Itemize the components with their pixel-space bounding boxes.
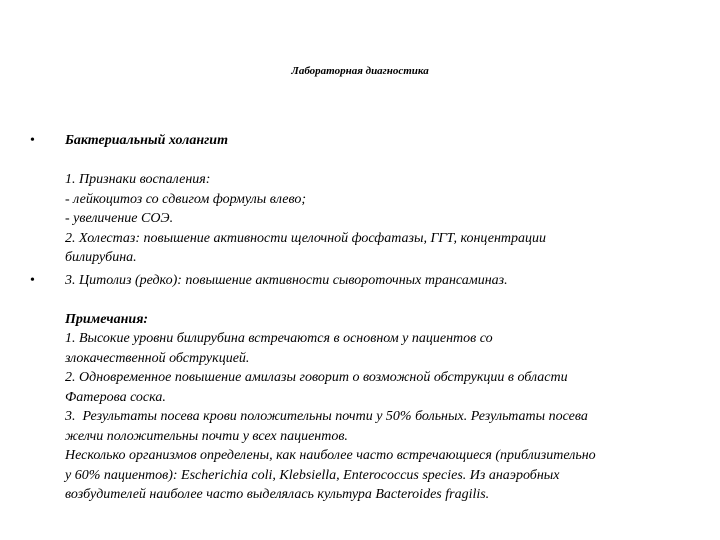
- item-heading: Бактериальный холангит: [65, 133, 228, 148]
- notes-heading: Примечания:: [65, 311, 149, 327]
- spacer: [65, 151, 690, 171]
- text-line: возбудителей наиболее часто выделялась культура Bacteroides fragilis.: [65, 487, 490, 502]
- text-line: Фатерова соска.: [65, 389, 166, 405]
- text-line: - лейкоцитоз со сдвигом формулы влево;: [65, 191, 307, 207]
- slide-content: [30, 131, 690, 505]
- bullet-item-bacterial-cholangitis: [30, 131, 690, 268]
- text-line: 2. Холестаз: повышение активности щелочной фосфатазы, ГГТ, концентрации: [65, 230, 547, 246]
- text-line: 2. Одновременное повышение амилазы говорит о возможной обструкции в области: [65, 370, 568, 385]
- bullet-marker: •: [30, 133, 35, 148]
- text-line: желчи положительны почти у всех пациентов.: [65, 428, 348, 444]
- slide-title: Лабораторная диагностика: [291, 65, 429, 77]
- text-line: 1. Признаки воспаления:: [65, 172, 211, 187]
- bullet-marker: •: [30, 272, 35, 288]
- text-line: 3. Результаты посева крови положительны почти у 50% больных. Результаты посева: [65, 409, 588, 424]
- text-line: - увеличение СОЭ.: [65, 211, 174, 226]
- bullet-item-cytolysis: [30, 271, 690, 505]
- text-line: злокачественной обструкцией.: [65, 350, 250, 366]
- text-line: у 60% пациентов): Escherichia coli, Klebsiella, Enterococcus species. Из анаэробных: [65, 467, 560, 483]
- text-line: билирубина.: [65, 250, 137, 265]
- text-line: 3. Цитолиз (редко): повышение активности сывороточных трансаминаз.: [65, 272, 508, 288]
- spacer: [65, 290, 690, 310]
- text-line: Несколько организмов определены, как наиболее часто встречающиеся (приблизительно: [65, 448, 596, 463]
- text-line: 1. Высокие уровни билирубина встречаются в основном у пациентов со: [65, 331, 493, 346]
